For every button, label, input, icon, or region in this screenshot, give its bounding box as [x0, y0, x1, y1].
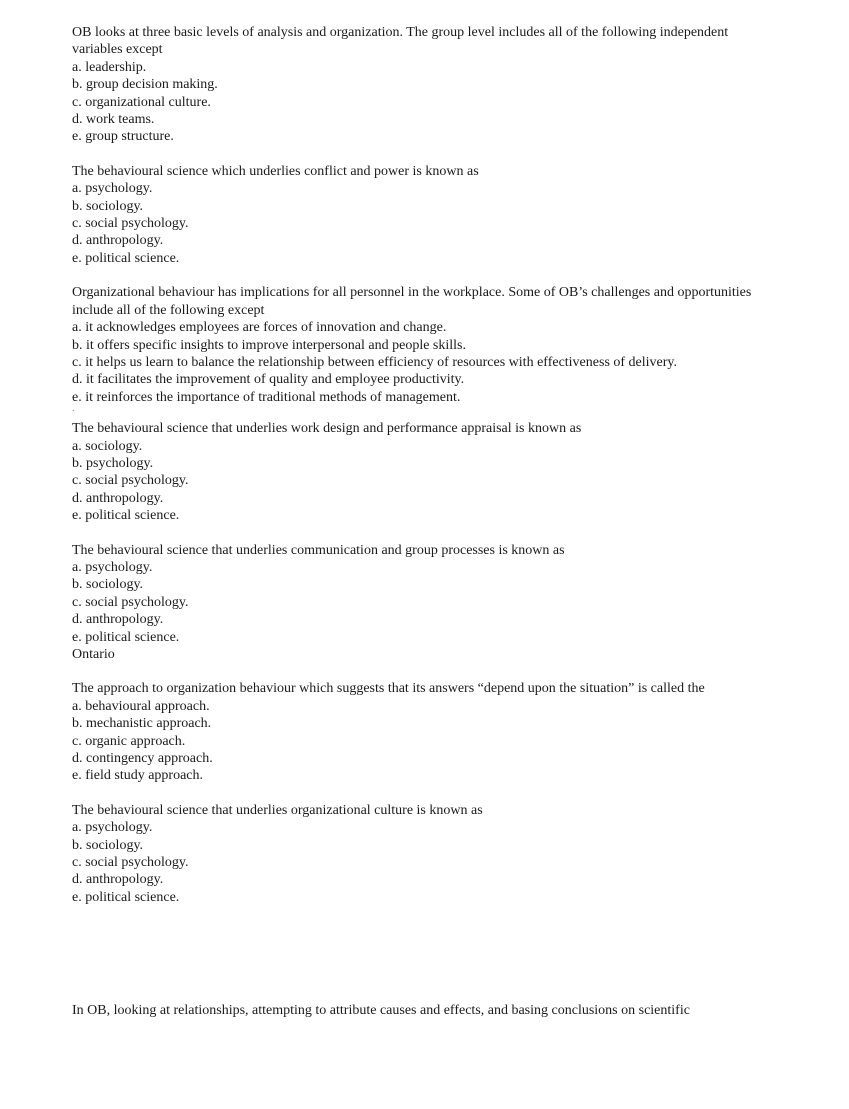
option-list [72, 559, 772, 646]
question-2 [72, 163, 772, 267]
option-d: d. anthropology. [72, 233, 164, 249]
option-b: b. group decision making. [72, 77, 218, 93]
question-stem: The behavioural science that underlies organizational culture is known as [72, 802, 483, 818]
question-6 [72, 680, 772, 784]
document-page [72, 24, 772, 923]
option-b: b. mechanistic approach. [72, 716, 212, 732]
option-a: a. behavioural approach. [72, 698, 210, 714]
option-d: d. contingency approach. [72, 751, 213, 767]
question-3 [72, 284, 772, 415]
option-b: b. sociology. [72, 577, 144, 593]
option-e: e. group structure. [72, 129, 174, 145]
option-list [72, 319, 772, 406]
option-a: a. it acknowledges employees are forces of innovation and change. [72, 320, 447, 336]
option-d: d. anthropology. [72, 490, 164, 506]
stray-mark: . [72, 403, 75, 415]
question-stem: The behavioural science that underlies work design and performance appraisal is known as [72, 421, 582, 437]
question-stem: OB looks at three basic levels of analysis and organization. The group level includes all of the following independent variables except [72, 25, 729, 58]
option-a: a. leadership. [72, 59, 147, 75]
option-a: a. sociology. [72, 438, 143, 454]
option-c: c. social psychology. [72, 473, 189, 489]
option-b: b. psychology. [72, 455, 154, 471]
option-c: c. social psychology. [72, 594, 189, 610]
option-c: c. it helps us learn to balance the relationship between efficiency of resources with effectiveness of delivery. [72, 354, 678, 370]
option-e: e. political science. [72, 508, 180, 524]
option-a: a. psychology. [72, 559, 153, 575]
option-e: e. it reinforces the importance of traditional methods of management. [72, 389, 461, 405]
option-e: e. political science. [72, 250, 180, 266]
option-list [72, 819, 772, 906]
question-7 [72, 802, 772, 906]
option-d: d. work teams. [72, 112, 155, 128]
question-stem: The behavioural science that underlies communication and group processes is known as [72, 542, 565, 558]
option-b: b. sociology. [72, 837, 144, 853]
question-note: Ontario [72, 647, 115, 662]
option-c: c. organic approach. [72, 733, 186, 749]
option-a: a. psychology. [72, 181, 153, 197]
question-4 [72, 420, 772, 524]
option-e: e. political science. [72, 889, 180, 905]
question-stem: The approach to organization behaviour which suggests that its answers “depend upon the situation” is called the [72, 681, 705, 697]
option-d: d. anthropology. [72, 872, 164, 888]
question-5 [72, 542, 772, 664]
question-stem: Organizational behaviour has implications for all personnel in the workplace. Some of OB’s challenges and opportunities include all of the following except [72, 285, 752, 318]
final-question-stem: In OB, looking at relationships, attempting to attribute causes and effects, and basing conclusions on scientific [72, 1003, 690, 1018]
option-c: c. social psychology. [72, 216, 189, 232]
option-b: b. it offers specific insights to improve interpersonal and people skills. [72, 337, 466, 353]
option-e: e. political science. [72, 629, 180, 645]
question-1 [72, 24, 772, 146]
option-e: e. field study approach. [72, 768, 204, 784]
option-c: c. social psychology. [72, 855, 189, 871]
option-list [72, 698, 772, 785]
question-stem: The behavioural science which underlies conflict and power is known as [72, 163, 479, 179]
option-list [72, 180, 772, 267]
option-c: c. organizational culture. [72, 94, 211, 110]
option-a: a. psychology. [72, 820, 153, 836]
option-list [72, 59, 772, 146]
option-b: b. sociology. [72, 198, 144, 214]
option-list [72, 438, 772, 525]
option-d: d. it facilitates the improvement of quality and employee productivity. [72, 372, 465, 388]
option-d: d. anthropology. [72, 612, 164, 628]
